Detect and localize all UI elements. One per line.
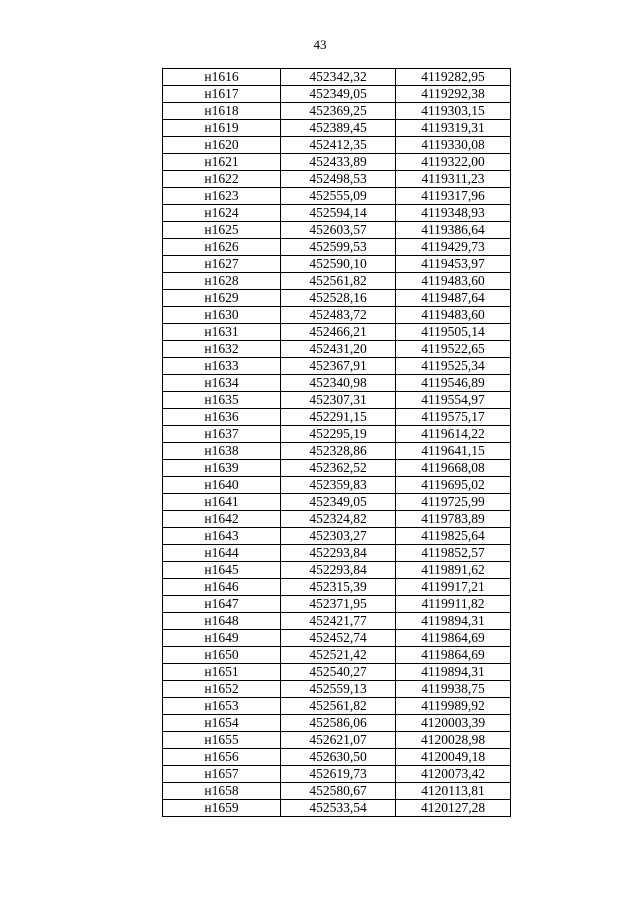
table-row	[163, 171, 511, 188]
table-row	[163, 596, 511, 613]
coordinates-table	[162, 68, 511, 817]
x-coordinate-cell: 452433,89	[281, 154, 396, 171]
table-row	[163, 239, 511, 256]
y-coordinate-cell: 4119911,82	[396, 596, 511, 613]
table-row	[163, 698, 511, 715]
y-coordinate-cell: 4119483,60	[396, 307, 511, 324]
point-id-cell: н1617	[163, 86, 281, 103]
table-row	[163, 681, 511, 698]
point-id-cell: н1627	[163, 256, 281, 273]
table-row	[163, 222, 511, 239]
y-coordinate-cell: 4119322,00	[396, 154, 511, 171]
y-coordinate-cell: 4119864,69	[396, 647, 511, 664]
y-coordinate-cell: 4120028,98	[396, 732, 511, 749]
table-row	[163, 409, 511, 426]
table-row	[163, 477, 511, 494]
point-id-cell: н1650	[163, 647, 281, 664]
x-coordinate-cell: 452540,27	[281, 664, 396, 681]
x-coordinate-cell: 452590,10	[281, 256, 396, 273]
y-coordinate-cell: 4119303,15	[396, 103, 511, 120]
point-id-cell: н1631	[163, 324, 281, 341]
table-row	[163, 715, 511, 732]
y-coordinate-cell: 4119453,97	[396, 256, 511, 273]
x-coordinate-cell: 452324,82	[281, 511, 396, 528]
y-coordinate-cell: 4119330,08	[396, 137, 511, 154]
table-row	[163, 783, 511, 800]
page-number: 43	[313, 37, 327, 52]
table-row	[163, 69, 511, 86]
table-row	[163, 749, 511, 766]
y-coordinate-cell: 4119695,02	[396, 477, 511, 494]
y-coordinate-cell: 4120073,42	[396, 766, 511, 783]
table-row	[163, 154, 511, 171]
table-row	[163, 443, 511, 460]
point-id-cell: н1655	[163, 732, 281, 749]
point-id-cell: н1625	[163, 222, 281, 239]
x-coordinate-cell: 452555,09	[281, 188, 396, 205]
point-id-cell: н1641	[163, 494, 281, 511]
x-coordinate-cell: 452619,73	[281, 766, 396, 783]
table-row	[163, 120, 511, 137]
y-coordinate-cell: 4120003,39	[396, 715, 511, 732]
y-coordinate-cell: 4119825,64	[396, 528, 511, 545]
x-coordinate-cell: 452498,53	[281, 171, 396, 188]
y-coordinate-cell: 4119917,21	[396, 579, 511, 596]
point-id-cell: н1640	[163, 477, 281, 494]
x-coordinate-cell: 452349,05	[281, 86, 396, 103]
y-coordinate-cell: 4119864,69	[396, 630, 511, 647]
y-coordinate-cell: 4119311,23	[396, 171, 511, 188]
table-row	[163, 613, 511, 630]
x-coordinate-cell: 452521,42	[281, 647, 396, 664]
table-row	[163, 494, 511, 511]
x-coordinate-cell: 452328,86	[281, 443, 396, 460]
point-id-cell: н1647	[163, 596, 281, 613]
x-coordinate-cell: 452295,19	[281, 426, 396, 443]
table-row	[163, 511, 511, 528]
point-id-cell: н1652	[163, 681, 281, 698]
y-coordinate-cell: 4119575,17	[396, 409, 511, 426]
table-row	[163, 375, 511, 392]
point-id-cell: н1653	[163, 698, 281, 715]
table-row	[163, 137, 511, 154]
x-coordinate-cell: 452340,98	[281, 375, 396, 392]
x-coordinate-cell: 452303,27	[281, 528, 396, 545]
y-coordinate-cell: 4119487,64	[396, 290, 511, 307]
y-coordinate-cell: 4119852,57	[396, 545, 511, 562]
x-coordinate-cell: 452412,35	[281, 137, 396, 154]
y-coordinate-cell: 4119783,89	[396, 511, 511, 528]
table-row	[163, 630, 511, 647]
x-coordinate-cell: 452342,32	[281, 69, 396, 86]
y-coordinate-cell: 4119546,89	[396, 375, 511, 392]
table-row	[163, 460, 511, 477]
y-coordinate-cell: 4119429,73	[396, 239, 511, 256]
point-id-cell: н1639	[163, 460, 281, 477]
point-id-cell: н1658	[163, 783, 281, 800]
x-coordinate-cell: 452483,72	[281, 307, 396, 324]
y-coordinate-cell: 4119522,65	[396, 341, 511, 358]
point-id-cell: н1618	[163, 103, 281, 120]
point-id-cell: н1656	[163, 749, 281, 766]
point-id-cell: н1659	[163, 800, 281, 817]
point-id-cell: н1634	[163, 375, 281, 392]
y-coordinate-cell: 4119483,60	[396, 273, 511, 290]
x-coordinate-cell: 452621,07	[281, 732, 396, 749]
table-row	[163, 324, 511, 341]
point-id-cell: н1633	[163, 358, 281, 375]
y-coordinate-cell: 4119292,38	[396, 86, 511, 103]
point-id-cell: н1657	[163, 766, 281, 783]
point-id-cell: н1628	[163, 273, 281, 290]
table-row	[163, 86, 511, 103]
y-coordinate-cell: 4119668,08	[396, 460, 511, 477]
point-id-cell: н1644	[163, 545, 281, 562]
y-coordinate-cell: 4120127,28	[396, 800, 511, 817]
table-row	[163, 307, 511, 324]
x-coordinate-cell: 452533,54	[281, 800, 396, 817]
point-id-cell: н1621	[163, 154, 281, 171]
x-coordinate-cell: 452559,13	[281, 681, 396, 698]
point-id-cell: н1629	[163, 290, 281, 307]
x-coordinate-cell: 452371,95	[281, 596, 396, 613]
point-id-cell: н1624	[163, 205, 281, 222]
x-coordinate-cell: 452362,52	[281, 460, 396, 477]
table-row	[163, 800, 511, 817]
x-coordinate-cell: 452580,67	[281, 783, 396, 800]
x-coordinate-cell: 452367,91	[281, 358, 396, 375]
y-coordinate-cell: 4119348,93	[396, 205, 511, 222]
point-id-cell: н1645	[163, 562, 281, 579]
x-coordinate-cell: 452586,06	[281, 715, 396, 732]
y-coordinate-cell: 4119989,92	[396, 698, 511, 715]
point-id-cell: н1630	[163, 307, 281, 324]
point-id-cell: н1649	[163, 630, 281, 647]
point-id-cell: н1651	[163, 664, 281, 681]
point-id-cell: н1623	[163, 188, 281, 205]
coordinates-table-body	[163, 69, 511, 817]
x-coordinate-cell: 452421,77	[281, 613, 396, 630]
y-coordinate-cell: 4119894,31	[396, 613, 511, 630]
y-coordinate-cell: 4119641,15	[396, 443, 511, 460]
x-coordinate-cell: 452389,45	[281, 120, 396, 137]
x-coordinate-cell: 452603,57	[281, 222, 396, 239]
point-id-cell: н1654	[163, 715, 281, 732]
table-row	[163, 545, 511, 562]
y-coordinate-cell: 4120049,18	[396, 749, 511, 766]
x-coordinate-cell: 452630,50	[281, 749, 396, 766]
y-coordinate-cell: 4119319,31	[396, 120, 511, 137]
point-id-cell: н1637	[163, 426, 281, 443]
x-coordinate-cell: 452293,84	[281, 562, 396, 579]
point-id-cell: н1622	[163, 171, 281, 188]
table-row	[163, 392, 511, 409]
x-coordinate-cell: 452599,53	[281, 239, 396, 256]
y-coordinate-cell: 4119894,31	[396, 664, 511, 681]
point-id-cell: н1626	[163, 239, 281, 256]
table-row	[163, 647, 511, 664]
point-id-cell: н1635	[163, 392, 281, 409]
table-row	[163, 103, 511, 120]
point-id-cell: н1642	[163, 511, 281, 528]
table-row	[163, 341, 511, 358]
point-id-cell: н1638	[163, 443, 281, 460]
y-coordinate-cell: 4119317,96	[396, 188, 511, 205]
y-coordinate-cell: 4119554,97	[396, 392, 511, 409]
table-row	[163, 562, 511, 579]
y-coordinate-cell: 4120113,81	[396, 783, 511, 800]
table-row	[163, 188, 511, 205]
x-coordinate-cell: 452291,15	[281, 409, 396, 426]
x-coordinate-cell: 452466,21	[281, 324, 396, 341]
point-id-cell: н1616	[163, 69, 281, 86]
table-row	[163, 664, 511, 681]
y-coordinate-cell: 4119386,64	[396, 222, 511, 239]
x-coordinate-cell: 452452,74	[281, 630, 396, 647]
point-id-cell: н1636	[163, 409, 281, 426]
x-coordinate-cell: 452349,05	[281, 494, 396, 511]
y-coordinate-cell: 4119725,99	[396, 494, 511, 511]
table-row	[163, 732, 511, 749]
y-coordinate-cell: 4119938,75	[396, 681, 511, 698]
y-coordinate-cell: 4119891,62	[396, 562, 511, 579]
x-coordinate-cell: 452594,14	[281, 205, 396, 222]
y-coordinate-cell: 4119525,34	[396, 358, 511, 375]
point-id-cell: н1632	[163, 341, 281, 358]
y-coordinate-cell: 4119282,95	[396, 69, 511, 86]
y-coordinate-cell: 4119505,14	[396, 324, 511, 341]
x-coordinate-cell: 452359,83	[281, 477, 396, 494]
x-coordinate-cell: 452369,25	[281, 103, 396, 120]
point-id-cell: н1643	[163, 528, 281, 545]
x-coordinate-cell: 452561,82	[281, 273, 396, 290]
point-id-cell: н1646	[163, 579, 281, 596]
table-row	[163, 205, 511, 222]
point-id-cell: н1619	[163, 120, 281, 137]
table-row	[163, 579, 511, 596]
point-id-cell: н1648	[163, 613, 281, 630]
x-coordinate-cell: 452315,39	[281, 579, 396, 596]
x-coordinate-cell: 452528,16	[281, 290, 396, 307]
x-coordinate-cell: 452561,82	[281, 698, 396, 715]
x-coordinate-cell: 452293,84	[281, 545, 396, 562]
table-row	[163, 290, 511, 307]
table-row	[163, 256, 511, 273]
table-row	[163, 528, 511, 545]
point-id-cell: н1620	[163, 137, 281, 154]
x-coordinate-cell: 452307,31	[281, 392, 396, 409]
table-row	[163, 426, 511, 443]
table-row	[163, 358, 511, 375]
y-coordinate-cell: 4119614,22	[396, 426, 511, 443]
x-coordinate-cell: 452431,20	[281, 341, 396, 358]
table-row	[163, 766, 511, 783]
table-row	[163, 273, 511, 290]
